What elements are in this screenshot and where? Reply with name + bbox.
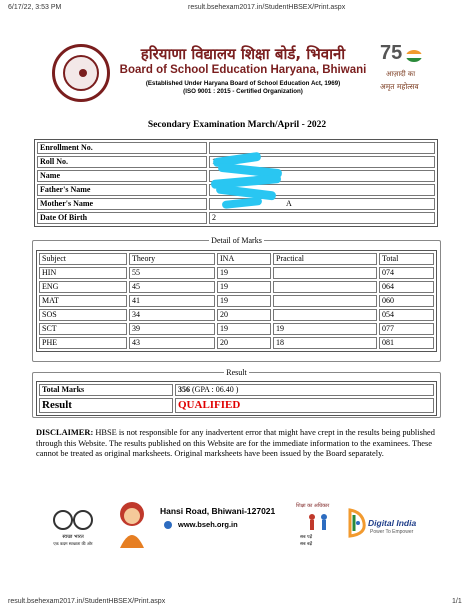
cell-subject: MAT: [39, 295, 127, 307]
cell-ina: 19: [217, 323, 271, 335]
total-marks-value: 356 (GPA : 06.40 ): [175, 384, 434, 396]
cell-total: 060: [379, 295, 434, 307]
header-theory: Theory: [129, 253, 215, 265]
cell-ina: 19: [217, 295, 271, 307]
cell-subject: SOS: [39, 309, 127, 321]
cell-subject: PHE: [39, 337, 127, 349]
table-header-row: [39, 253, 434, 265]
board-name-hindi: हरियाणा विद्यालय शिक्षा बोर्ड, भिवानी: [140, 45, 346, 63]
table-row: [39, 384, 434, 396]
azadi-ka-amrit-mahotsav-logo: [372, 42, 440, 102]
header-ina: INA: [217, 253, 271, 265]
swachh-bharat-logo: [52, 508, 94, 548]
children-icon: [304, 512, 332, 532]
cell-theory: 39: [129, 323, 215, 335]
board-address: Hansi Road, Bhiwani-127021: [160, 506, 276, 516]
result-label: Result: [39, 398, 173, 413]
table-row: [39, 323, 434, 335]
globe-icon: [164, 521, 172, 529]
board-name-english: Board of School Education Haryana, Bhiwani: [119, 64, 367, 76]
cell-theory: 45: [129, 281, 215, 293]
digital-india-icon: [346, 506, 368, 540]
swachh-label: स्वच्छ भारत: [62, 534, 84, 540]
shiksha-title: शिक्षा का अधिकार: [296, 503, 330, 509]
girl-child-logo: [112, 498, 152, 550]
cell-practical: [273, 281, 377, 293]
digital-india-logo: [346, 506, 420, 546]
cell-ina: 20: [217, 337, 271, 349]
cell-subject: HIN: [39, 267, 127, 279]
board-contact: [160, 506, 278, 542]
cell-total: 081: [379, 337, 434, 349]
glasses-icon: [52, 508, 94, 532]
cell-subject: ENG: [39, 281, 127, 293]
board-established: (Established Under Haryana Board of School Education Act, 1969): [145, 80, 341, 87]
cell-ina: 20: [217, 309, 271, 321]
cell-practical: [273, 295, 377, 307]
table-row: [39, 267, 434, 279]
table-row: [39, 337, 434, 349]
board-website: www.bseh.org.in: [178, 520, 238, 529]
disclaimer-label: DISCLAIMER:: [36, 428, 94, 437]
cell-practical: 18: [273, 337, 377, 349]
roll-label: Roll No.: [37, 156, 207, 168]
swachh-subtitle: एक कदम स्वच्छता की ओर: [53, 541, 93, 546]
print-datetime: 6/17/22, 3:53 PM: [8, 4, 62, 11]
disclaimer: [36, 428, 440, 460]
cell-practical: 19: [273, 323, 377, 335]
marks-legend: Detail of Marks: [211, 236, 262, 245]
azadi-line1: आज़ादी का: [386, 70, 416, 78]
dob-label: Date Of Birth: [37, 212, 207, 224]
dob-value: 2: [209, 212, 435, 224]
disclaimer-text: HBSE is not responsible for any inadvertent error that might have crept in the results being published through this Website. The results published on this Website are for the immediate information to the examinees. These cannot be treated as original marksheets. Original marksheets have been issued by the Board separately.: [36, 428, 435, 459]
digital-india-tagline: Power To Empower: [370, 529, 414, 535]
mother-label: Mother's Name: [37, 198, 207, 210]
marks-table: [36, 250, 437, 352]
cell-practical: [273, 309, 377, 321]
header-practical: Practical: [273, 253, 377, 265]
table-row: [37, 212, 435, 224]
result-value: QUALIFIED: [175, 398, 434, 413]
azadi-number: 75: [380, 42, 403, 64]
exam-title: Secondary Examination March/April - 2022: [147, 120, 327, 130]
print-page-count: 1/1: [452, 598, 462, 605]
table-row: [39, 295, 434, 307]
print-page-title: result.bsehexam2017.in/StudentHBSEX/Print.aspx: [188, 4, 346, 11]
print-footer-url: result.bsehexam2017.in/StudentHBSEX/Print.aspx: [8, 598, 166, 605]
digital-india-label: Digital India: [368, 518, 417, 528]
shiksha-line1: सब पढ़ें: [300, 535, 313, 540]
cell-ina: 19: [217, 281, 271, 293]
cell-ina: 19: [217, 267, 271, 279]
cell-total: 077: [379, 323, 434, 335]
cell-theory: 43: [129, 337, 215, 349]
enrollment-value: [209, 142, 435, 154]
girl-icon: [112, 498, 152, 550]
result-legend: Result: [226, 368, 247, 377]
total-marks-label: Total Marks: [39, 384, 173, 396]
cell-theory: 55: [129, 267, 215, 279]
table-row: [39, 309, 434, 321]
result-table: [36, 381, 437, 416]
board-logo: [52, 44, 110, 102]
cell-total: 064: [379, 281, 434, 293]
header-total: Total: [379, 253, 434, 265]
cell-total: 074: [379, 267, 434, 279]
father-label: Father's Name: [37, 184, 207, 196]
cell-theory: 34: [129, 309, 215, 321]
table-row: [39, 281, 434, 293]
table-row: [39, 398, 434, 413]
shiksha-line2: सब बढ़ें: [300, 542, 313, 547]
flag-icon: [406, 50, 422, 62]
name-label: Name: [37, 170, 207, 182]
enrollment-label: Enrollment No.: [37, 142, 207, 154]
mother-value: A: [209, 198, 435, 210]
cell-total: 054: [379, 309, 434, 321]
table-row: [37, 142, 435, 154]
cell-practical: [273, 267, 377, 279]
azadi-line2: अमृत महोत्सव: [380, 82, 419, 91]
board-iso: (ISO 9001 : 2015 - Certified Organization): [183, 88, 303, 95]
cell-theory: 41: [129, 295, 215, 307]
cell-subject: SCT: [39, 323, 127, 335]
right-to-education-logo: [296, 503, 340, 549]
header-subject: Subject: [39, 253, 127, 265]
